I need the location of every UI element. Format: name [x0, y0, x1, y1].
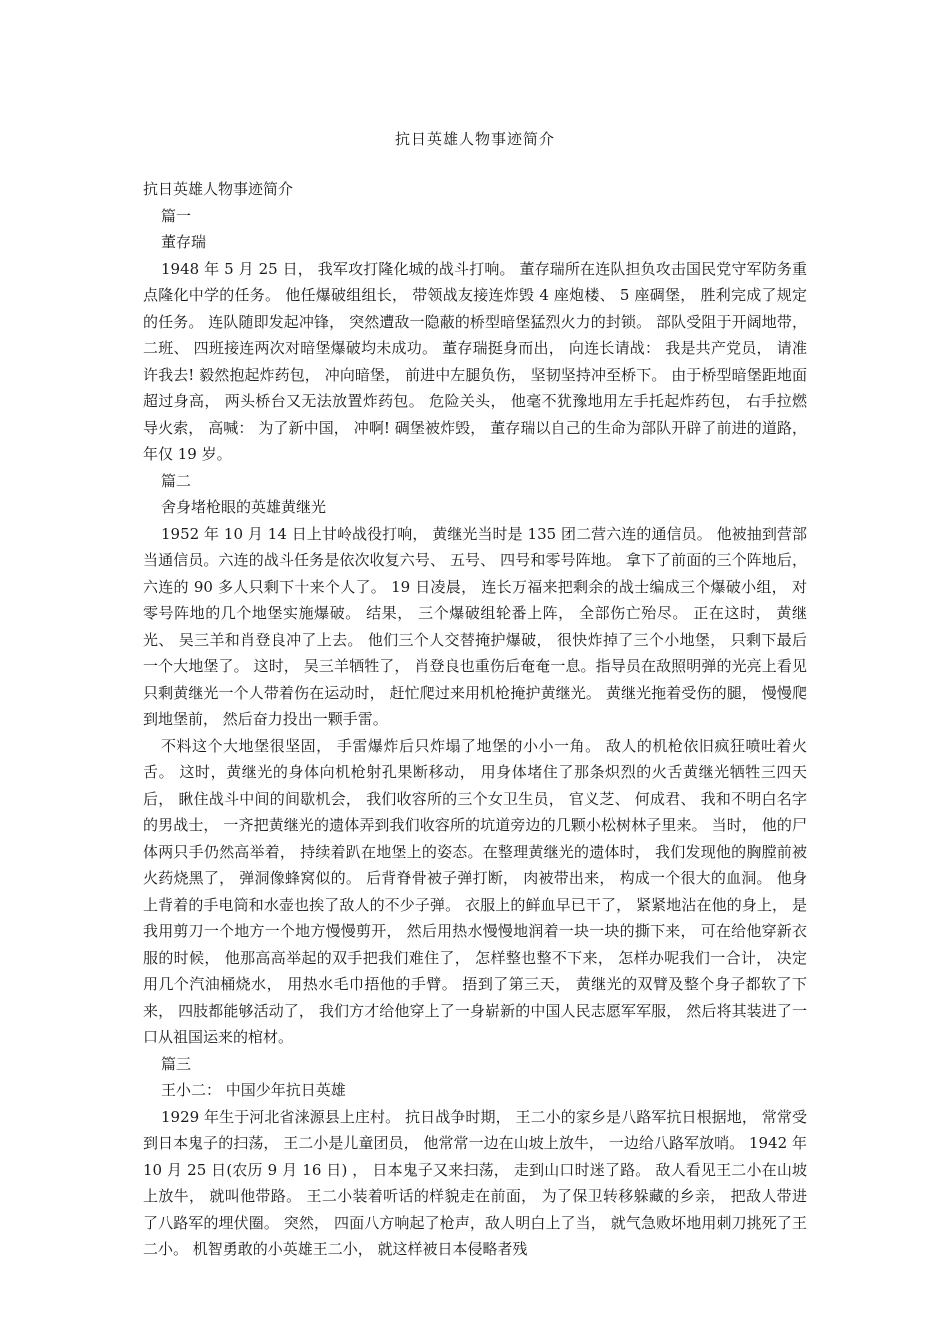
section-label-2: 篇二 — [161, 471, 192, 490]
document-body — [143, 176, 807, 1263]
section-subtitle-3: 王小二： 中国少年抗日英雄 — [161, 1081, 346, 1099]
section-label-1: 篇一 — [161, 206, 192, 225]
section-1-paragraph-1: 1948 年 5 月 25 日， 我军攻打隆化城的战斗打响。 董存瑞所在连队担负攻击国民党守军防务重点隆化中学的任务。 他任爆破组组长， 带领战友接连炸毁 4 座炮楼、 5 座碉堡， 胜利完成了规定的任务。 连队随即发起冲锋， 突然遭敌一隐蔽的桥型暗堡猛烈火力的封锁。 部队受阻于开阔地带， 二班、 四班接连两次对暗堡爆破均未成功。 董存瑞挺身而出， 向连长请战： 我是共产党员， 请准许我去! 毅然抱起炸药包， 冲向暗堡， 前进中左腿负伤， 坚韧坚持冲至桥下。 由于桥型暗堡距地面超过身高， 两头桥台又无法放置炸药包。 危险关头， 他毫不犹豫地用左手托起炸药包， 右手拉燃导火索， 高喊： 为了新中国， 冲啊! 碉堡被炸毁， 董存瑞以自己的生命为部队开辟了前进的道路， 年仅 19 岁。 — [143, 259, 807, 463]
section-label-3: 篇三 — [161, 1054, 192, 1073]
section-subtitle-2: 舍身堵枪眼的英雄黄继光 — [161, 498, 327, 516]
section-2-paragraph-2: 不料这个大地堡很坚固， 手雷爆炸后只炸塌了地堡的小小一角。 敌人的机枪依旧疯狂喷吐着火舌。 这时，黄继光的身体向机枪射孔果断移动， 用身体堵住了那条炽烈的火舌黄继光牺牲三四天后， 瞅住战斗中间的间歇机会， 我们收容所的三个女卫生员， 官义芝、 何成君、 我和不明白名字的男战士， 一齐把黄继光的遗体弄到我们收容所的坑道旁边的几颗小松树林子里来。 当时， 他的尸体两只手仍然高举着， 持续着趴在地堡上的姿态。在整理黄继光的遗体时， 我们发现他的胸膛前被火药烧黑了， 弹洞像蜂窝似的。 后背脊骨被子弹打断， 肉被带出来， 构成一个很大的血洞。 他身上背着的手电筒和水壶也挨了敌人的不少子弹。 衣服上的鲜血早已干了， 紧紧地沾在他的身上， 是我用剪刀一个地方一个地方慢慢剪开， 然后用热水慢慢地润着一块一块的撕下来， 可在给他穿新衣服的时候， 他那高高举起的双手把我们难住了， 怎样整也整不下来， 怎样办呢我们一合计， 决定用几个汽油桶烧水， 用热水毛巾捂他的手臂。 捂到了第三天， 黄继光的双臂及整个身子都软了下来， 四肢都能够活动了， 我们方才给他穿上了一身崭新的中国人民志愿军军服， 然后将其装进了一口从祖国运来的棺材。 — [143, 736, 807, 1046]
document-title: 抗日英雄人物事迹简介 — [394, 130, 555, 148]
section-2-paragraph-1: 1952 年 10 月 14 日上甘岭战役打响， 黄继光当时是 135 团二营六连的通信员。 他被抽到营部当通信员。六连的战斗任务是依次收复六号、 五号、 四号和零号阵地。 拿下了前面的三个阵地后， 六连的 90 多人只剩下十来个人了。 19 日凌晨， 连长万福来把剩余的战士编成三个爆破小组， 对零号阵地的几个地堡实施爆破。 结果， 三个爆破组轮番上阵， 全部伤亡殆尽。 正在这时， 黄继光、 吴三羊和肖登良冲了上去。 他们三个人交替掩护爆破， 很快炸掉了三个小地堡， 只剩下最后一个大地堡了。 这时， 吴三羊牺牲了， 肖登良也重伤后奄奄一息。指导员在敌照明弹的光亮上看见只剩黄继光一个人带着伤在运动时， 赶忙爬过来用机枪掩护黄继光。 黄继光拖着受伤的腿， 慢慢爬到地堡前， 然后奋力投出一颗手雷。 — [143, 524, 807, 728]
section-subtitle-1: 董存瑞 — [161, 233, 207, 251]
section-3-paragraph-1: 1929 年生于河北省涞源县上庄村。 抗日战争时期， 王二小的家乡是八路军抗日根据地， 常常受到日本鬼子的扫荡， 王二小是儿童团员， 他常常一边在山坡上放牛， 一边给八路军放哨。 1942 年 10 月 25 日(农历 9 月 16 日) ， 日本鬼子又来扫荡， 走到山口时迷了路。 敌人看见王二小在山坡上放牛， 就叫他带路。 王二小装着听话的样貌走在前面， 为了保卫转移躲藏的乡亲， 把敌人带进了八路军的埋伏圈。 突然， 四面八方响起了枪声，敌人明白上了当， 就气急败坏地用刺刀挑死了王二小。 机智勇敢的小英雄王二小， 就这样被日本侵略者残 — [143, 1107, 807, 1258]
document-heading: 抗日英雄人物事迹简介 — [143, 180, 294, 198]
